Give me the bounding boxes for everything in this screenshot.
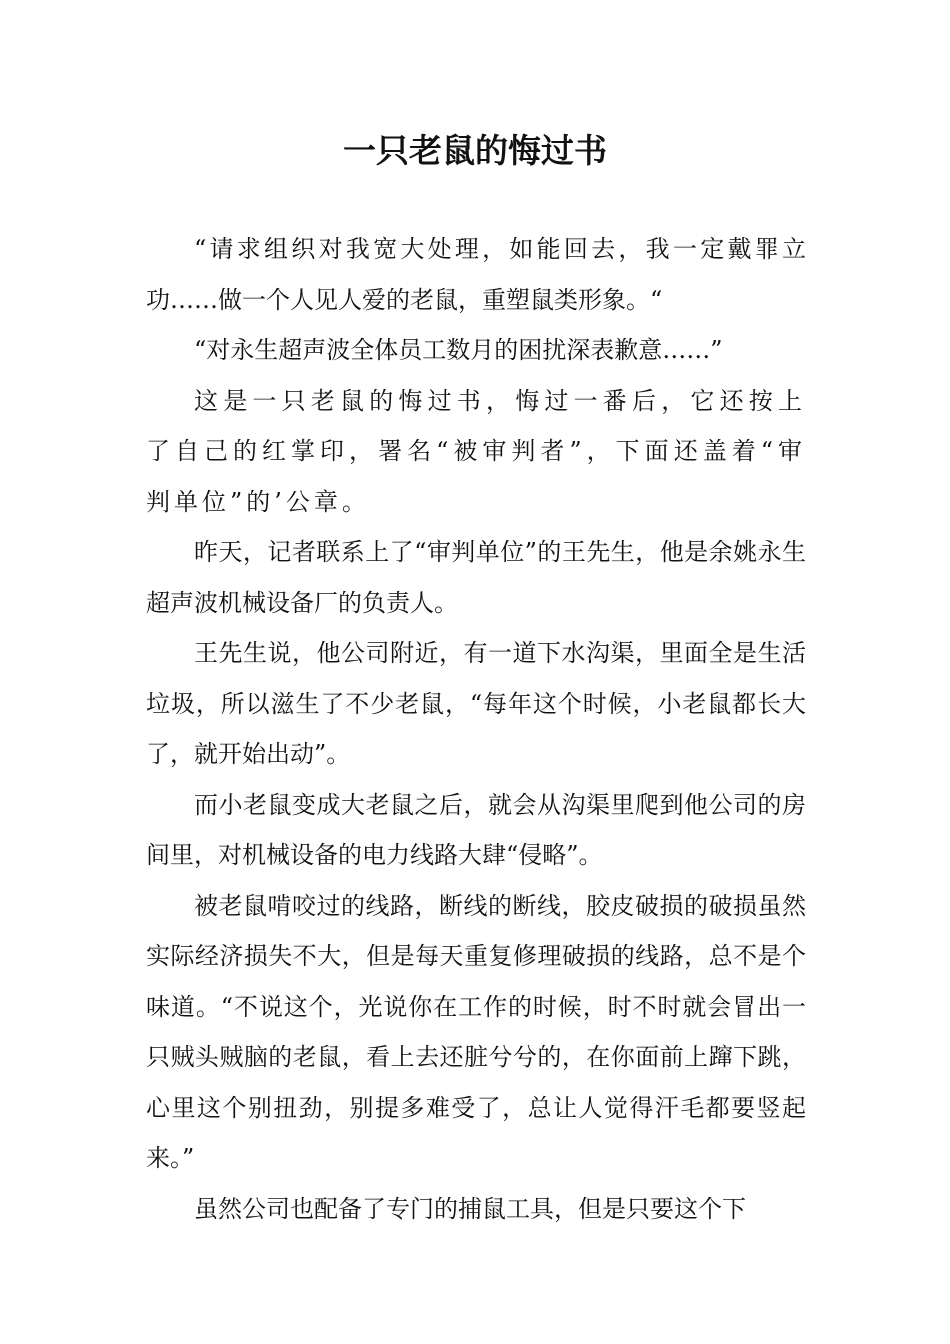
document-body [146,224,806,1234]
paragraph-7: 被老鼠啃咬过的线路，断线的断线，胶皮破损的破损虽然实际经济损失不大，但是每天重复修理破损的线路，总不是个味道。“不说这个，光说你在工作的时候，时不时就会冒出一只贼头贼脑的老鼠，看上去还脏兮兮的，在你面前上蹿下跳，心里这个别扭劲，别提多难受了，总让人觉得汗毛都要竖起来。” [146,891,806,1172]
paragraph-2: “对永生超声波全体员工数月的困扰深表歉意……” [194,336,723,364]
paragraph-4: 昨天，记者联系上了“审判单位”的王先生，他是余姚永生超声波机械设备厂的负责人。 [146,538,806,617]
paragraph-3: 这是一只老鼠的悔过书，悔过一番后，它还按上了自己的红掌印，署名“被审判者”，下面还盖着“审判单位”的’公章。 [146,386,806,516]
document-title: 一只老鼠的悔过书 [343,131,607,170]
paragraph-1: “请求组织对我宽大处理，如能回去，我一定戴罪立功……做一个人见人爱的老鼠，重塑鼠类形象。“ [146,235,806,314]
paragraph-8: 虽然公司也配备了专门的捕鼠工具，但是只要这个下 [194,1194,746,1223]
paragraph-6: 而小老鼠变成大老鼠之后，就会从沟渠里爬到他公司的房间里，对机械设备的电力线路大肆“侵略”。 [146,790,806,869]
paragraph-5: 王先生说，他公司附近，有一道下水沟渠，里面全是生活垃圾，所以滋生了不少老鼠，“每年这个时候，小老鼠都长大了，就开始出动”。 [146,639,806,768]
